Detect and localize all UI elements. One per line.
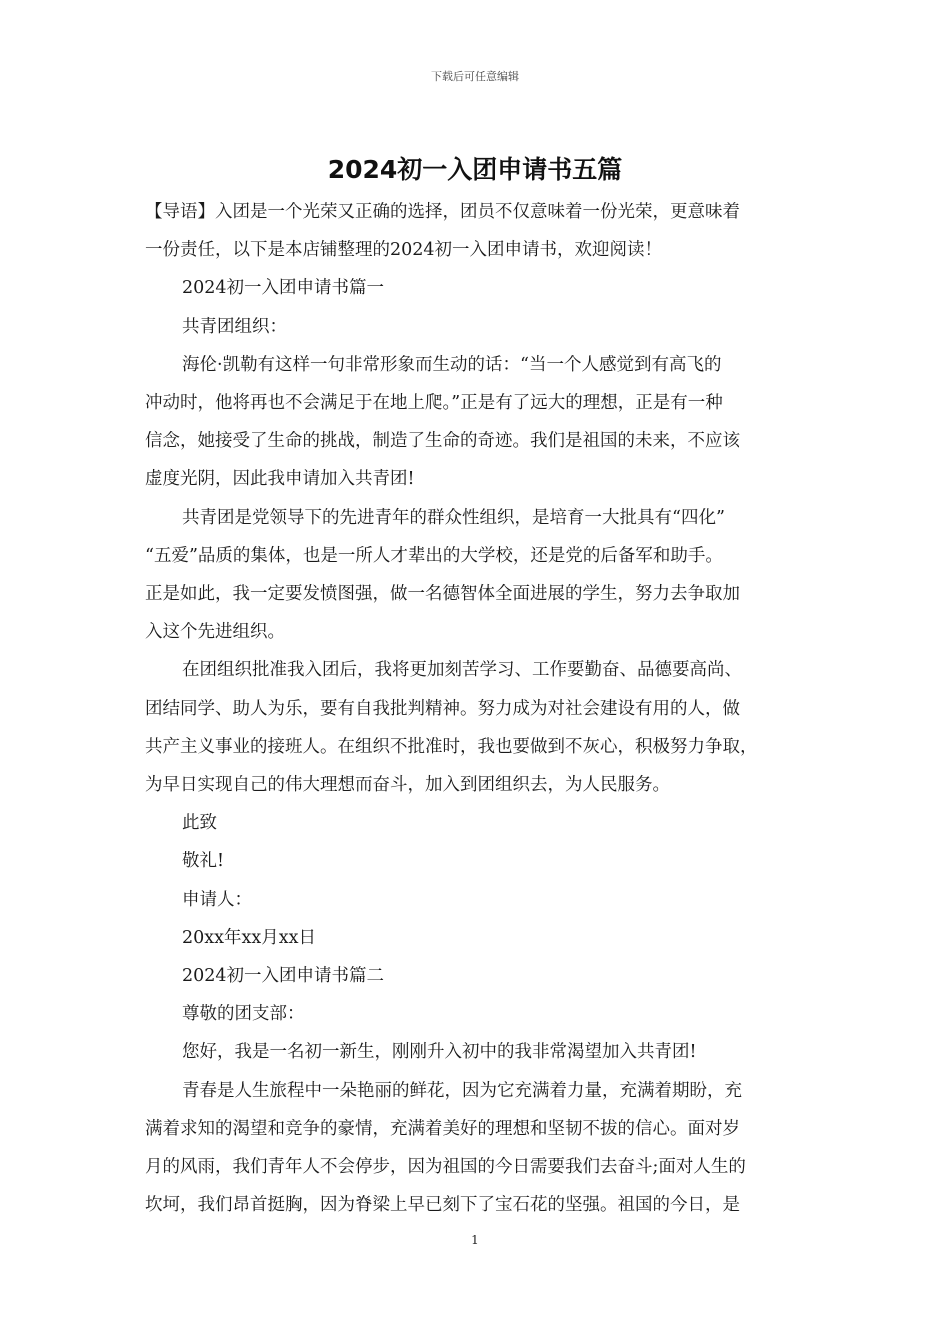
salutation: 尊敬的团支部：: [182, 1004, 305, 1025]
paragraph-line: “五爱”品质的集体，也是一所人才辈出的大学校，还是党的后备军和助手。: [145, 545, 723, 566]
salutation: 共青团组织：: [182, 316, 287, 337]
paragraph-line: 为早日实现自己的伟大理想而奋斗，加入到团组织去，为人民服务。: [145, 775, 670, 796]
paragraph-line: 您好，我是一名初一新生，刚刚升入初中的我非常渴望加入共青团!: [182, 1042, 697, 1063]
section-heading: 2024初一入团申请书篇一: [182, 278, 385, 299]
paragraph-line: 满着求知的渴望和竞争的豪情，充满着美好的理想和坚韧不拔的信心。面对岁: [145, 1118, 740, 1139]
paragraph-line: 在团组织批准我入团后，我将更加刻苦学习、工作要勤奋、品德要高尚、: [182, 660, 742, 681]
paragraph-line: 共产主义事业的接班人。在组织不批准时，我也要做到不灰心，积极努力争取，: [145, 736, 758, 757]
paragraph-line: 青春是人生旅程中一朵艳丽的鲜花，因为它充满着力量，充满着期盼，充: [182, 1080, 742, 1101]
intro-line: 一份责任，以下是本店铺整理的2024初一入团申请书，欢迎阅读！: [145, 240, 663, 261]
page-number: 1: [471, 1233, 479, 1247]
paragraph-line: 正是如此，我一定要发愤图强，做一名德智体全面进展的学生，努力去争取加: [145, 584, 740, 605]
paragraph-line: 信念，她接受了生命的挑战，制造了生命的奇迹。我们是祖国的未来，不应该: [145, 431, 740, 452]
paragraph-line: 冲动时，他将再也不会满足于在地上爬。”正是有了远大的理想，正是有一种: [145, 393, 723, 414]
paragraph-line: 月的风雨，我们青年人不会停步，因为祖国的今日需要我们去奋斗;面对人生的: [145, 1157, 746, 1178]
paragraph-line: 团结同学、助人为乐，要有自我批判精神。努力成为对社会建设有用的人，做: [145, 698, 740, 719]
header-note: 下载后可任意编辑: [431, 70, 519, 83]
intro-line: 【导语】入团是一个光荣又正确的选择，团员不仅意味着一份光荣，更意味着: [145, 202, 740, 222]
document-title: 2024初一入团申请书五篇: [327, 155, 623, 184]
paragraph-line: 共青团是党领导下的先进青年的群众性组织，是培育一大批具有“四化”: [182, 507, 725, 528]
document-body: [145, 193, 821, 1224]
date-line: 20xx年xx月xx日: [182, 927, 316, 948]
paragraph-line: 入这个先进组织。: [145, 622, 285, 643]
section-heading: 2024初一入团申请书篇二: [182, 966, 385, 987]
paragraph-line: 海伦·凯勒有这样一句非常形象而生动的话：“当一个人感觉到有高飞的: [182, 354, 722, 375]
closing-line: 敬礼!: [182, 851, 225, 872]
paragraph-line: 坎坷，我们昂首挺胸，因为脊梁上早已刻下了宝石花的坚强。祖国的今日，是: [145, 1195, 740, 1216]
closing-line: 此致: [182, 813, 217, 834]
paragraph-line: 虚度光阴，因此我申请加入共青团!: [145, 469, 415, 490]
signature-line: 申请人：: [182, 889, 252, 910]
